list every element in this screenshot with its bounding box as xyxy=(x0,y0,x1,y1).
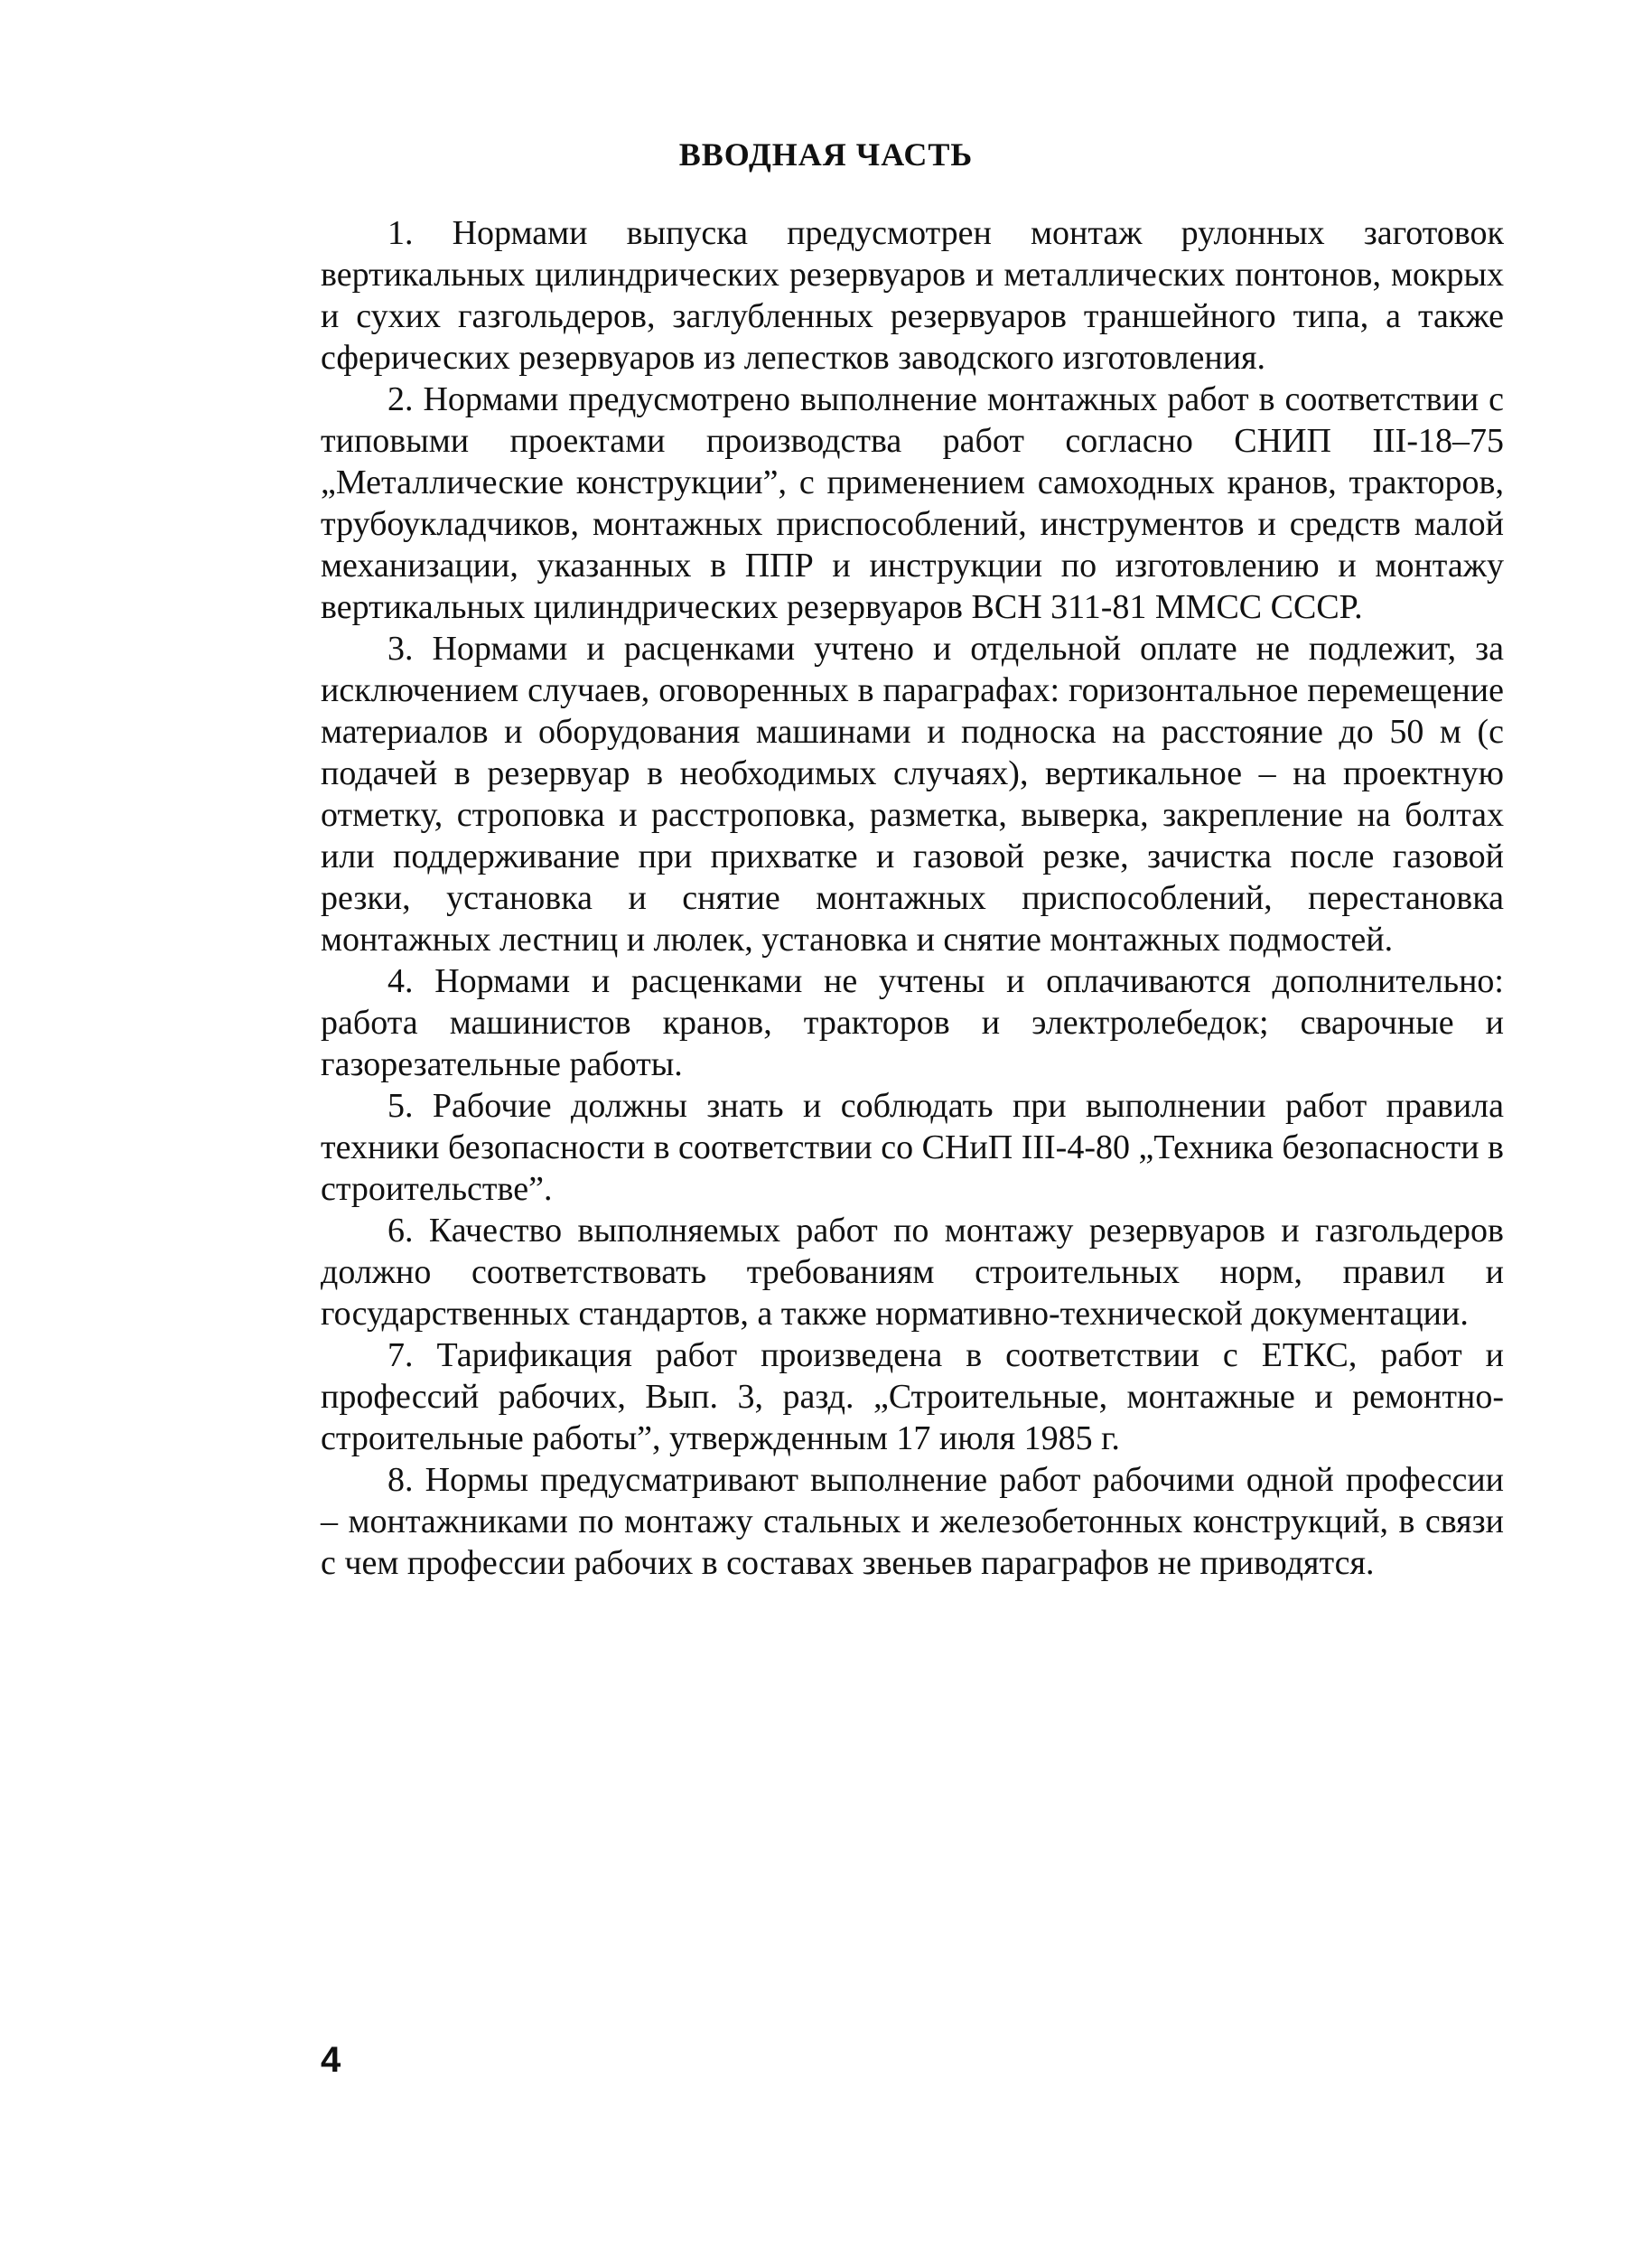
page-number: 4 xyxy=(321,2040,341,2080)
paragraph-2: 2. Нормами предусмотрено выполнение монтажных работ в соответствии с типовыми проектами производства работ согласно СНИП III-18–75 „Металлические конструкции”, с применением самоходных кранов, тракторов, трубоукладчиков, монтажных приспособлений, инструментов и средств малой механизации, указанных в ППР и инструкции по изготовлению и монтажу вертикальных цилиндрических резервуаров ВСН 311-81 ММСС СССР. xyxy=(321,380,1504,626)
paragraph-4: 4. Нормами и расценками не учтены и оплачиваются дополнительно: работа машинистов кранов, тракторов и электролебедок; сварочные и газорезательные работы. xyxy=(321,962,1504,1083)
paragraph-7: 7. Тарификация работ произведена в соответствии с ЕТКС, работ и профессий рабочих, Вып. 3, разд. „Строительные, монтажные и ремонтно-строительные работы”, утвержденным 17 июля 1985 г. xyxy=(321,1336,1504,1457)
paragraph-6: 6. Качество выполняемых работ по монтажу резервуаров и газгольдеров должно соответствовать требованиям строительных норм, правил и государственных стандартов, а также нормативно-технической документации. xyxy=(321,1212,1504,1333)
paragraph-8: 8. Нормы предусматривают выполнение работ рабочими одной профессии – монтажниками по монтажу стальных и железобетонных конструкций, в связи с чем профессии рабочих в составах звеньев параграфов не приводятся. xyxy=(321,1461,1504,1582)
paragraph-3: 3. Нормами и расценками учтено и отдельной оплате не подлежит, за исключением случаев, оговоренных в параграфах: горизонтальное перемещение материалов и оборудования машинами и подноска на расстояние до 50 м (с подачей в резервуар в необходимых случаях), вертикальное – на проектную отметку, строповка и расстроповка, разметка, выверка, закрепление на болтах или поддерживание при прихватке и газовой резке, зачистка после газовой резки, установка и снятие монтажных приспособлений, перестановка монтажных лестниц и люлек, установка и снятие монтажных подмостей. xyxy=(321,630,1504,959)
paragraph-5: 5. Рабочие должны знать и соблюдать при выполнении работ правила техники безопасности в соответствии со СНиП III-4-80 „Техника безопасности в строительстве”. xyxy=(321,1087,1504,1208)
paragraph-1: 1. Нормами выпуска предусмотрен монтаж рулонных заготовок вертикальных цилиндрических резервуаров и металлических понтонов, мокрых и сухих газгольдеров, заглубленных резервуаров траншейного типа, а также сферических резервуаров из лепестков заводского изготовления. xyxy=(321,214,1504,377)
page-title: ВВОДНАЯ ЧАСТЬ xyxy=(678,136,974,173)
body-text xyxy=(321,212,1504,1584)
